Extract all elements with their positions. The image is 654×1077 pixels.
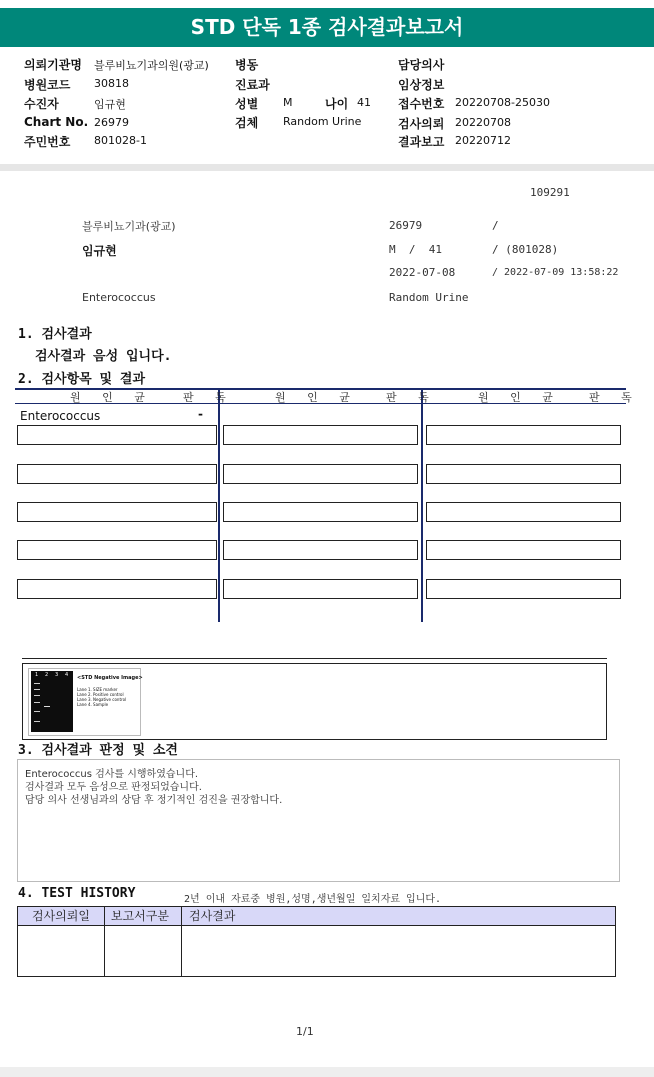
page-number: 1/1 xyxy=(296,1025,314,1038)
result-slot xyxy=(223,502,418,522)
chart-value: 26979 xyxy=(94,116,129,129)
opinion-line: Enterococcus 검사를 시행하였습니다. xyxy=(25,769,199,780)
summary-report-datetime: / 2022-07-09 13:58:22 xyxy=(492,267,619,278)
result-slot xyxy=(223,425,418,445)
gel-image xyxy=(31,671,73,732)
grid-divider-1 xyxy=(218,388,220,622)
image-top-line xyxy=(22,658,607,659)
section1-heading: 1. 검사결과 xyxy=(18,327,92,342)
history-note: 2년 이내 자료중 병원,성명,생년월일 일치자료 입니다. xyxy=(184,894,442,905)
result-value: 20220712 xyxy=(455,134,511,147)
specimen-label: 검체 xyxy=(235,116,259,130)
summary-organism: Enterococcus xyxy=(82,291,156,304)
section3-heading: 3. 검사결과 판정 및 소견 xyxy=(18,743,178,758)
lane-legend: Lane 2. Positive control xyxy=(77,692,124,697)
result-slot xyxy=(17,540,217,560)
gel-band xyxy=(34,683,40,684)
col2-pathogen: 원 인 균 xyxy=(275,391,359,404)
id-number: 109291 xyxy=(530,186,570,199)
gel-band xyxy=(34,695,40,696)
section1-text: 검사결과 음성 입니다. xyxy=(35,349,172,364)
summary-request-date: 2022-07-08 xyxy=(389,266,456,279)
age-label: 나이 xyxy=(325,97,349,111)
result-slot xyxy=(426,540,621,560)
history-header-row xyxy=(18,907,615,926)
result-slot xyxy=(223,540,418,560)
page-bottom-band xyxy=(0,1067,654,1077)
gel-band xyxy=(44,706,50,707)
code-label: 병원코드 xyxy=(24,78,71,92)
gel-image-frame xyxy=(28,668,141,736)
summary-clinic: 블루비뇨기과(광교) xyxy=(82,220,176,233)
result-slot xyxy=(17,502,217,522)
section2-heading: 2. 검사항목 및 결과 xyxy=(18,372,146,387)
lane-legend: Lane 1. SIZE marker xyxy=(77,687,118,692)
gel-band xyxy=(34,702,40,703)
org-value: 블루비뇨기과의원(광교) xyxy=(94,59,209,72)
header-divider xyxy=(0,164,654,171)
lane-number: 3 xyxy=(55,672,59,678)
summary-birth: / (801028) xyxy=(492,243,559,256)
lane-number: 4 xyxy=(65,672,69,678)
history-col-request-date: 검사의뢰일 xyxy=(32,909,90,923)
result-slot xyxy=(426,502,621,522)
gel-band xyxy=(34,711,40,712)
section4-heading: 4. TEST HISTORY xyxy=(18,886,136,901)
history-col-divider xyxy=(181,907,182,976)
col3-judge: 판 독 xyxy=(589,391,641,404)
org-label: 의뢰기관명 xyxy=(24,58,82,72)
summary-chart: 26979 xyxy=(389,219,423,232)
lane-legend: Lane 4. Sample xyxy=(77,702,109,707)
result-slot xyxy=(426,579,621,599)
report-title: STD 단독 1종 검사결과보고서 xyxy=(0,8,654,47)
opinion-line: 담당 의사 선생님과의 상담 후 정기적인 검진을 권장합니다. xyxy=(25,795,283,806)
history-col-result: 검사결과 xyxy=(189,909,236,923)
history-table xyxy=(17,906,616,977)
result-label: 결과보고 xyxy=(398,135,445,149)
result-slot xyxy=(17,425,217,445)
request-value: 20220708 xyxy=(455,116,511,129)
result-slot xyxy=(17,464,217,484)
ward-label: 병동 xyxy=(235,58,259,72)
history-col-report-type: 보고서구분 xyxy=(111,909,169,923)
resident-label: 주민번호 xyxy=(24,135,71,149)
result-slot xyxy=(223,579,418,599)
history-col-divider xyxy=(104,907,105,976)
patient-label: 수진자 xyxy=(24,97,59,111)
item-name: Enterococcus xyxy=(20,409,101,423)
lane-number: 1 xyxy=(35,672,39,678)
sex-label: 성별 xyxy=(235,97,259,111)
result-slot xyxy=(223,464,418,484)
gel-band xyxy=(34,689,40,690)
result-slot xyxy=(17,579,217,599)
result-slot xyxy=(426,464,621,484)
specimen-value: Random Urine xyxy=(283,115,362,128)
code-value: 30818 xyxy=(94,77,129,90)
sex-value: M xyxy=(283,96,293,109)
lane-number: 2 xyxy=(45,672,49,678)
grid-divider-2 xyxy=(421,388,423,622)
receipt-label: 접수번호 xyxy=(398,97,445,111)
clinical-label: 임상정보 xyxy=(398,78,445,92)
receipt-value: 20220708-25030 xyxy=(455,96,550,109)
chart-label: Chart No. xyxy=(24,115,89,129)
result-slot xyxy=(426,425,621,445)
doctor-label: 담당의사 xyxy=(398,58,445,72)
gel-title: <STD Negative Image> xyxy=(77,675,143,681)
resident-value: 801028-1 xyxy=(94,134,147,147)
image-panel xyxy=(22,663,607,740)
summary-specimen: Random Urine xyxy=(389,291,469,304)
item-result: - xyxy=(198,407,203,421)
summary-name: 임규현 xyxy=(82,244,117,258)
dept-label: 진료과 xyxy=(235,78,270,92)
gel-band xyxy=(34,721,40,722)
lane-legend: Lane 3. Negative control xyxy=(77,697,127,702)
patient-value: 임규현 xyxy=(94,98,126,111)
age-value: 41 xyxy=(357,96,371,109)
request-label: 검사의뢰 xyxy=(398,117,445,131)
col1-pathogen: 원 인 균 xyxy=(70,391,154,404)
opinion-box xyxy=(17,759,620,882)
summary-sex-age: M / 41 xyxy=(389,243,442,256)
col1-judge: 판 독 xyxy=(183,391,235,404)
col3-pathogen: 원 인 균 xyxy=(478,391,562,404)
opinion-line: 검사결과 모두 음성으로 판정되었습니다. xyxy=(25,782,202,793)
summary-slash: / xyxy=(492,219,499,232)
col2-judge: 판 독 xyxy=(386,391,438,404)
